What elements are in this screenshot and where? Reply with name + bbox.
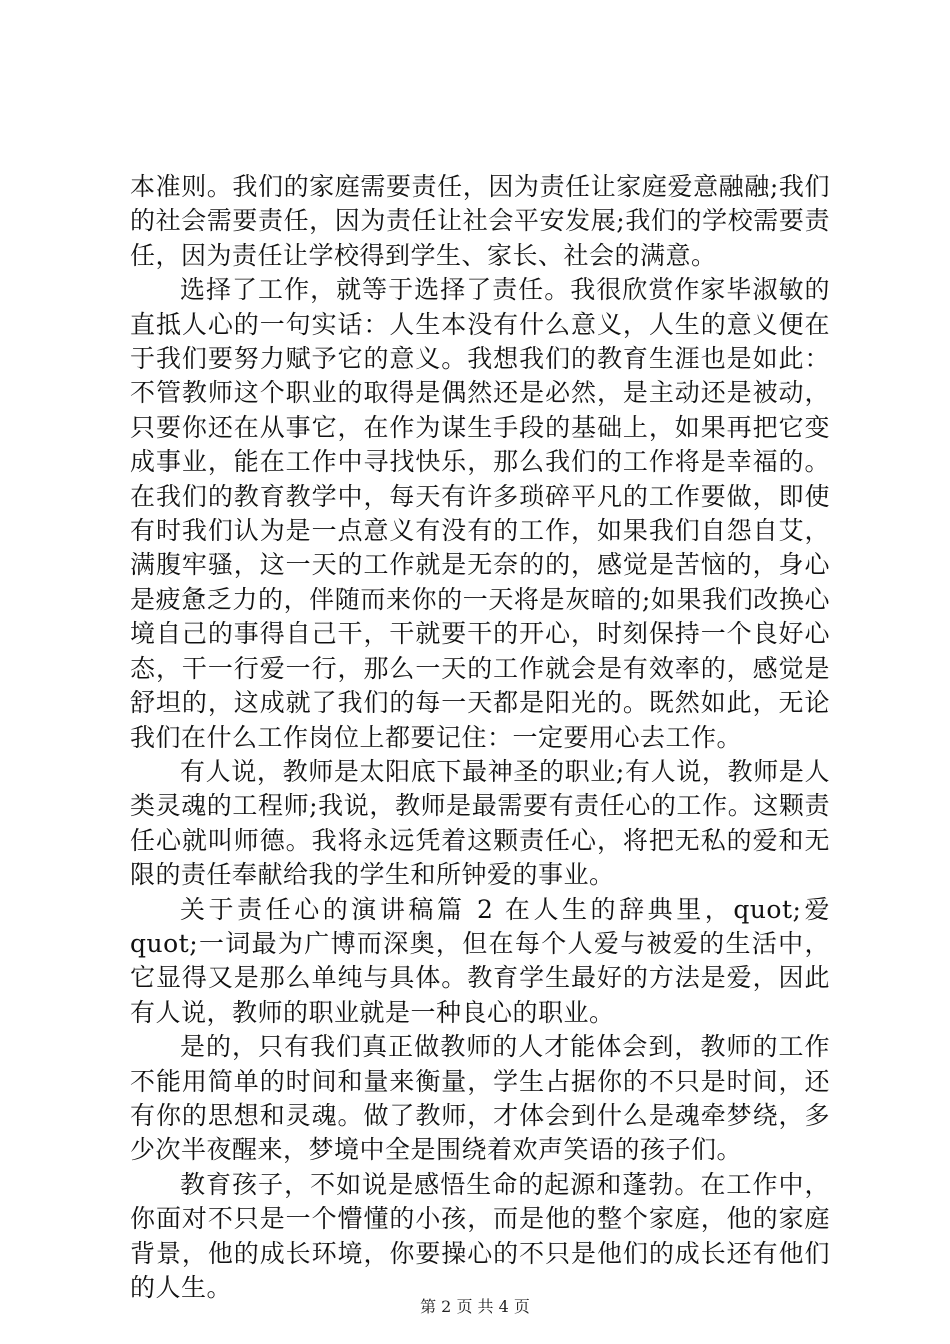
paragraph-6: 教育孩子，不如说是感悟生命的起源和蓬勃。在工作中，你面对不只是一个懵懂的小孩，而是他的整个家庭，他的家庭背景，他的成长环境，你要操心的不只是他们的成长还有他们的人生。 — [130, 1169, 830, 1302]
paragraph-3: 有人说，教师是太阳底下最神圣的职业;有人说，教师是人类灵魂的工程师;我说，教师是最需要有责任心的工作。这颗责任心就叫师德。我将永远凭着这颗责任心，将把无私的爱和无限的责任奉献给我的学生和所钟爱的事业。 — [130, 756, 830, 890]
paragraph-5: 是的，只有我们真正做教师的人才能体会到，教师的工作不能用简单的时间和量来衡量，学生占据你的不只是时间，还有你的思想和灵魂。做了教师，才体会到什么是魂牵梦绕，多少次半夜醒来，梦境中全是围绕着欢声笑语的孩子们。 — [130, 1032, 830, 1165]
paragraph-4: 关于责任心的演讲稿篇 2 在人生的辞典里，quot;爱 quot;一词最为广博而深奥，但在每个人爱与被爱的生活中，它显得又是那么单纯与具体。教育学生最好的方法是爱，因此有人说，教师的职业就是一种良心的职业。 — [130, 894, 830, 1027]
page-number-label: 第 2 页 共 4 页 — [420, 1297, 530, 1316]
document-body — [130, 170, 830, 1305]
page-footer — [0, 1297, 950, 1317]
paragraph-1: 本准则。我们的家庭需要责任，因为责任让家庭爱意融融;我们的社会需要责任，因为责任让社会平安发展;我们的学校需要责任，因为责任让学校得到学生、家长、社会的满意。 — [130, 172, 830, 270]
paragraph-2: 选择了工作，就等于选择了责任。我很欣赏作家毕淑敏的直抵人心的一句实话：人生本没有什么意义，人生的意义便在于我们要努力赋予它的意义。我想我们的教育生涯也是如此：不管教师这个职业的取得是偶然还是必然，是主动还是被动，只要你还在从事它，在作为谋生手段的基础上，如果再把它变成事业，能在工作中寻找快乐，那么我们的工作将是幸福的。在我们的教育教学中，每天有许多琐碎平凡的工作要做，即使有时我们认为是一点意义有没有的工作，如果我们自怨自艾，满腹牢骚，这一天的工作就是无奈的的，感觉是苦恼的，身心是疲惫乏力的，伴随而来你的一天将是灰暗的;如果我们改换心境自己的事得自己干，干就要干的开心，时刻保持一个良好心态，干一行爱一行，那么一天的工作就会是有效率的，感觉是舒坦的，这成就了我们的每一天都是阳光的。既然如此，无论我们在什么工作岗位上都要记住：一定要用心去工作。 — [130, 275, 830, 752]
